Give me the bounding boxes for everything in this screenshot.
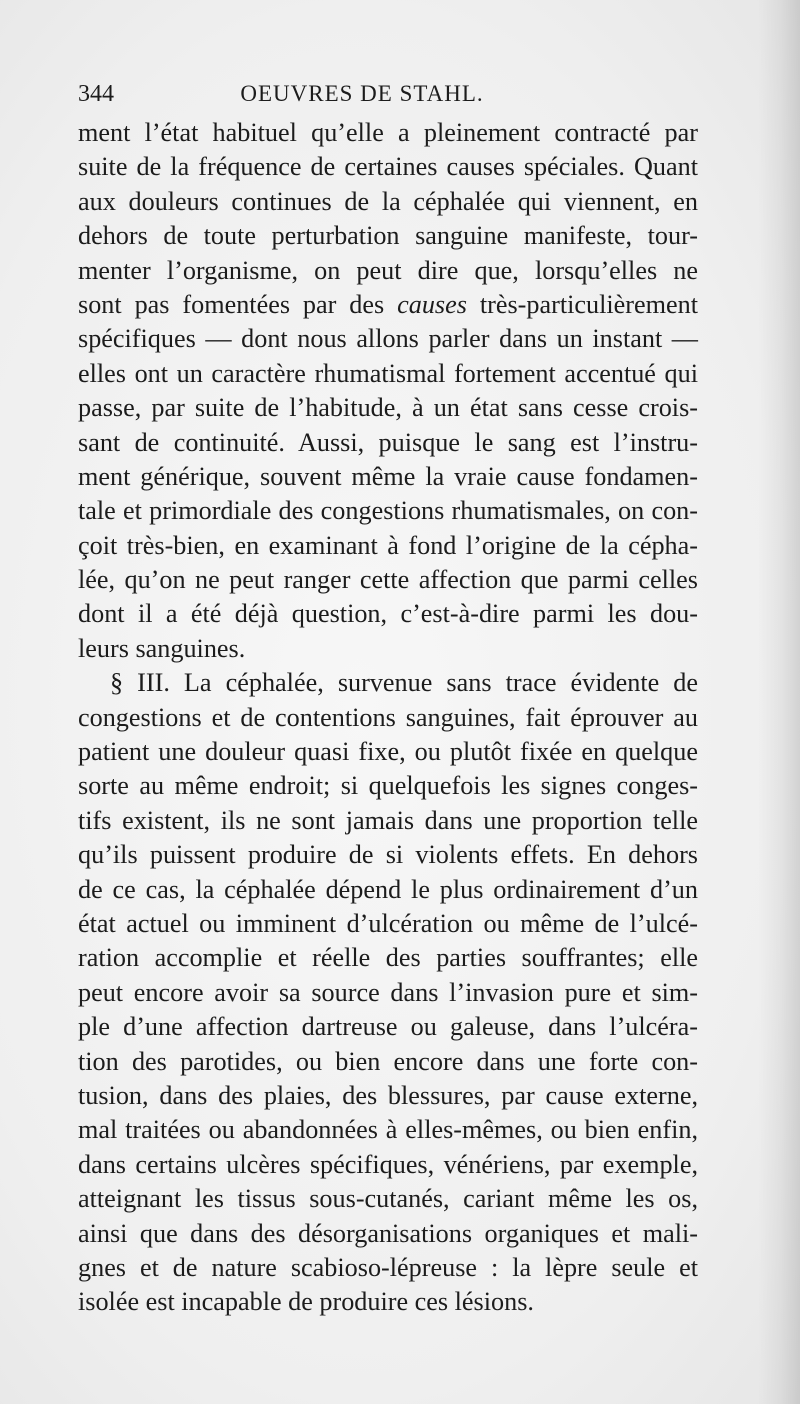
text-line: tusion, dans des plaies, des blessures, par cause externe, (78, 1080, 698, 1110)
text-line: dont il a été déjà question, c’est-à-dire parmi les dou- (78, 599, 698, 629)
page-number: 344 (78, 81, 114, 107)
paragraph-1 (78, 116, 698, 666)
text-line: çoit très-bien, en examinant à fond l’origine de la cépha- (78, 530, 698, 560)
section-heading-line: § III. La céphalée, survenue sans trace évidente de (110, 668, 698, 698)
paragraph-2 (78, 666, 698, 1319)
text-line: ration accomplie et réelle des parties souffrantes; elle (78, 943, 698, 973)
text-line: ment l’état habituel qu’elle a pleinement contracté par (78, 118, 698, 147)
text-line: passe, par suite de l’habitude, à un état sans cesse crois- (78, 393, 698, 423)
text-line: peut encore avoir sa source dans l’invasion pure et sim- (78, 977, 698, 1007)
running-title: OEUVRES DE STAHL. (240, 81, 484, 106)
text-line: ple d’une affection dartreuse ou galeuse, dans l’ulcéra- (78, 1012, 698, 1042)
page-header (78, 77, 698, 111)
text-line: suite de la fréquence de certaines causes spéciales. Quant (78, 152, 698, 182)
body-text (78, 116, 698, 1320)
text-line: ment générique, souvent même la vraie cause fondamen- (78, 461, 698, 491)
text-line: sorte au même endroit; si quelquefois les signes conges- (78, 771, 698, 801)
text-line: tion des parotides, ou bien encore dans une forte con- (78, 1046, 698, 1076)
text-line: dans certains ulcères spécifiques, vénériens, par exemple, (78, 1149, 698, 1179)
text-line: sant de continuité. Aussi, puisque le sang est l’instru- (78, 427, 698, 457)
text-line: menter l’organisme, on peut dire que, lorsqu’elles ne (78, 255, 698, 285)
text-line: congestions et de contentions sanguines, fait éprouver au (78, 702, 698, 732)
text-line: atteignant les tissus sous-cutanés, cariant même les os, (78, 1184, 698, 1214)
text-line: de ce cas, la céphalée dépend le plus ordinairement d’un (78, 874, 698, 904)
text-line-with-emphasis (78, 288, 698, 322)
text-line: leurs sanguines. (78, 633, 246, 663)
text-line: patient une douleur quasi fixe, ou plutôt fixée en quelque (78, 737, 698, 767)
text-line: isolée est incapable de produire ces lésions. (78, 1287, 534, 1317)
text-line: mal traitées ou abandonnées à elles-mêmes, ou bien enfin, (78, 1115, 698, 1145)
text-line: ainsi que dans des désorganisations organiques et mali- (78, 1218, 698, 1248)
text-line: gnes et de nature scabioso-lépreuse : la lèpre seule et (78, 1252, 698, 1282)
text-line: état actuel ou imminent d’ulcération ou même de l’ulcé- (78, 908, 698, 938)
text-line: lée, qu’on ne peut ranger cette affection que parmi celles (78, 565, 698, 595)
text-segment: sont pas fomentées par des (78, 289, 398, 319)
text-line: dehors de toute perturbation sanguine manifeste, tour- (78, 221, 698, 251)
text-line: qu’ils puissent produire de si violents effets. En dehors (78, 840, 698, 870)
text-segment: très-particulièrement (466, 289, 698, 319)
emphasized-word: causes (397, 289, 467, 319)
binding-gutter-shadow (758, 0, 800, 1404)
text-line: tale et primordiale des congestions rhumatismales, on con- (78, 496, 698, 526)
text-line: spécifiques — dont nous allons parler dans un instant — (78, 324, 698, 354)
text-line: aux douleurs continues de la céphalée qui viennent, en (78, 186, 698, 216)
text-line: elles ont un caractère rhumatismal fortement accentué qui (78, 358, 698, 388)
text-line: tifs existent, ils ne sont jamais dans une proportion telle (78, 805, 698, 835)
